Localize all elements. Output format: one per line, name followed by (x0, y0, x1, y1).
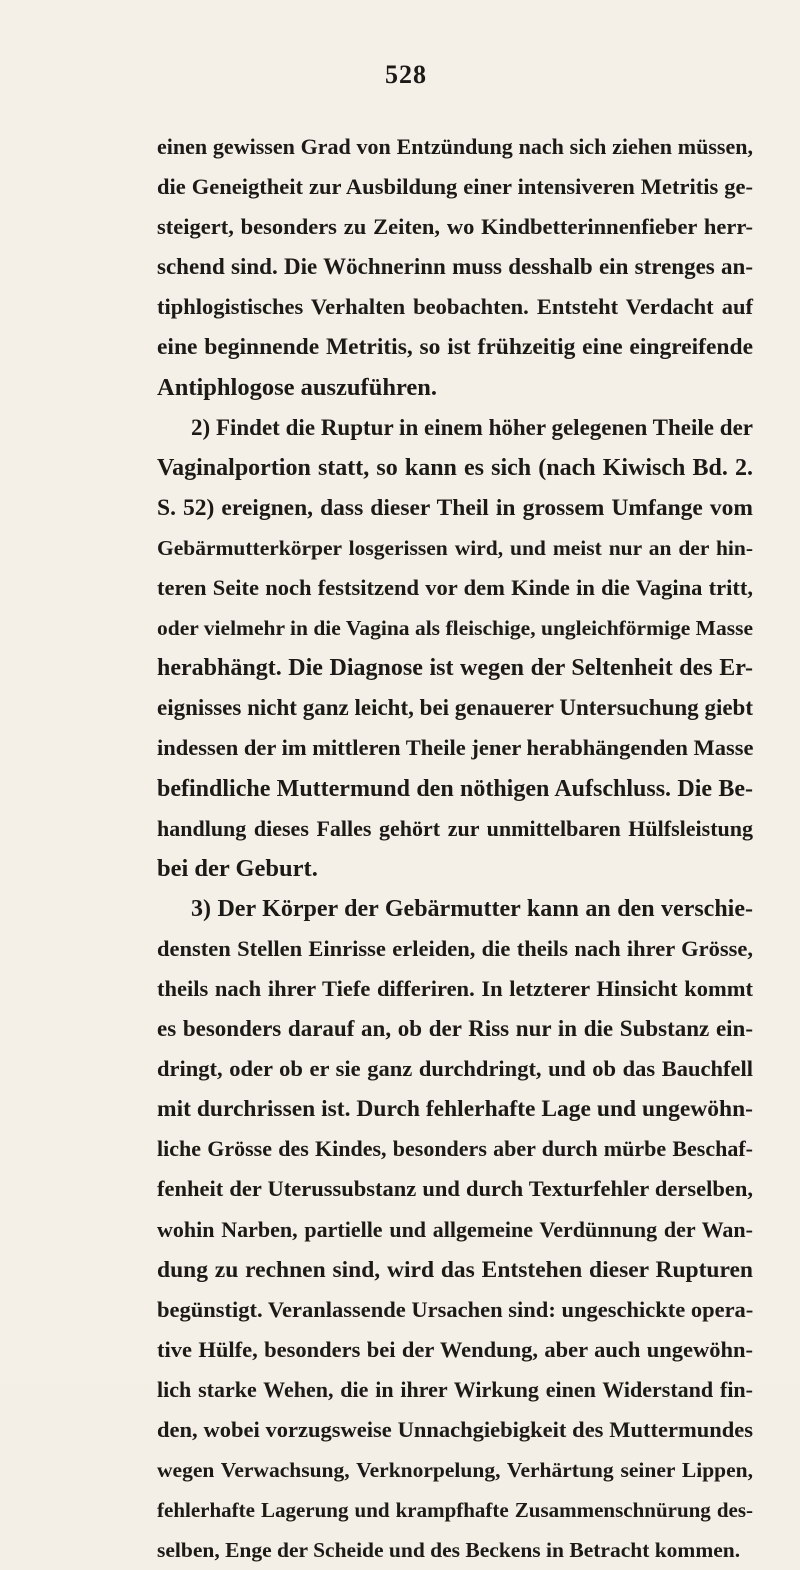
text-line: schend sind. Die Wöchnerinn muss desshalb ein strenges an- (157, 254, 753, 280)
text-line: mit durchrissen ist. Durch fehlerhafte Lage und ungewöhn- (157, 1096, 753, 1123)
text-line: fehlerhafte Lagerung und krampfhafte Zusammenschnürung des- (157, 1498, 753, 1523)
text-line: begünstigt. Veranlassende Ursachen sind: ungeschickte opera- (157, 1296, 754, 1322)
text-line: oder vielmehr in die Vagina als fleischige, ungleichförmige Masse (157, 616, 753, 641)
text-line: 2) Findet die Ruptur in einem höher gelegenen Theile der (191, 414, 753, 440)
text-line: wohin Narben, partielle und allgemeine Verdünnung der Wan- (157, 1216, 753, 1242)
text-line: handlung dieses Falles gehört zur unmittelbaren Hülfsleistung (157, 815, 753, 841)
text-line: steigert, besonders zu Zeiten, wo Kindbetterinnenfieber herr- (157, 214, 753, 240)
text-line: densten Stellen Einrisse erleiden, die theils nach ihrer Grösse, (157, 935, 753, 961)
text-line: tiphlogistisches Verhalten beobachten. Entsteht Verdacht auf (157, 294, 753, 320)
text-line: teren Seite noch festsitzend vor dem Kinde in die Vagina tritt, (157, 575, 753, 601)
text-line: fenheit der Uterussubstanz und durch Texturfehler derselben, (157, 1176, 753, 1202)
text-line: Gebärmutterkörper losgerissen wird, und meist nur an der hin- (157, 535, 753, 560)
text-line: liche Grösse des Kindes, besonders aber durch mürbe Beschaf- (157, 1136, 753, 1162)
text-line: lich starke Wehen, die in ihrer Wirkung einen Widerstand fin- (157, 1376, 753, 1402)
text-line: indessen der im mittleren Theile jener herabhängenden Masse (157, 735, 754, 761)
text-line: 3) Der Körper der Gebärmutter kann an den verschie- (191, 895, 753, 922)
text-line: den, wobei vorzugsweise Unnachgiebigkeit des Muttermundes (157, 1417, 753, 1442)
text-line: Vaginalportion statt, so kann es sich (nach Kiwisch Bd. 2. (157, 454, 753, 481)
text-line: herabhängt. Die Diagnose ist wegen der Seltenheit des Er- (157, 655, 753, 682)
body-text (157, 127, 753, 1570)
text-line: befindliche Muttermund den nöthigen Aufschluss. Die Be- (157, 775, 753, 802)
text-line: es besonders darauf an, ob der Riss nur in die Substanz ein- (157, 1016, 753, 1042)
text-line: selben, Enge der Scheide und des Beckens in Betracht kommen. (157, 1538, 741, 1563)
text-line: wegen Verwachsung, Verknorpelung, Verhärtung seiner Lippen, (157, 1458, 753, 1483)
text-line: dung zu rechnen sind, wird das Entstehen dieser Rupturen (157, 1256, 753, 1283)
page-number: 528 (385, 60, 427, 89)
text-line: theils nach ihrer Tiefe differiren. In letzterer Hinsicht kommt (157, 975, 753, 1001)
text-line: Antiphlogose auszuführen. (157, 373, 438, 401)
text-line: dringt, oder ob er sie ganz durchdringt, und ob das Bauchfell (157, 1056, 753, 1082)
text-line: einen gewissen Grad von Entzündung nach sich ziehen müssen, (157, 134, 753, 159)
text-line: eine beginnende Metritis, so ist frühzeitig eine eingreifende (157, 334, 753, 361)
text-line: eignisses nicht ganz leicht, bei genauerer Untersuchung giebt (157, 695, 753, 721)
text-line: tive Hülfe, besonders bei der Wendung, aber auch ungewöhn- (157, 1336, 753, 1362)
text-line: bei der Geburt. (157, 854, 318, 882)
text-line: S. 52) ereignen, dass dieser Theil in grossem Umfange vom (157, 494, 753, 521)
text-line: die Geneigtheit zur Ausbildung einer intensiveren Metritis ge- (157, 174, 753, 200)
